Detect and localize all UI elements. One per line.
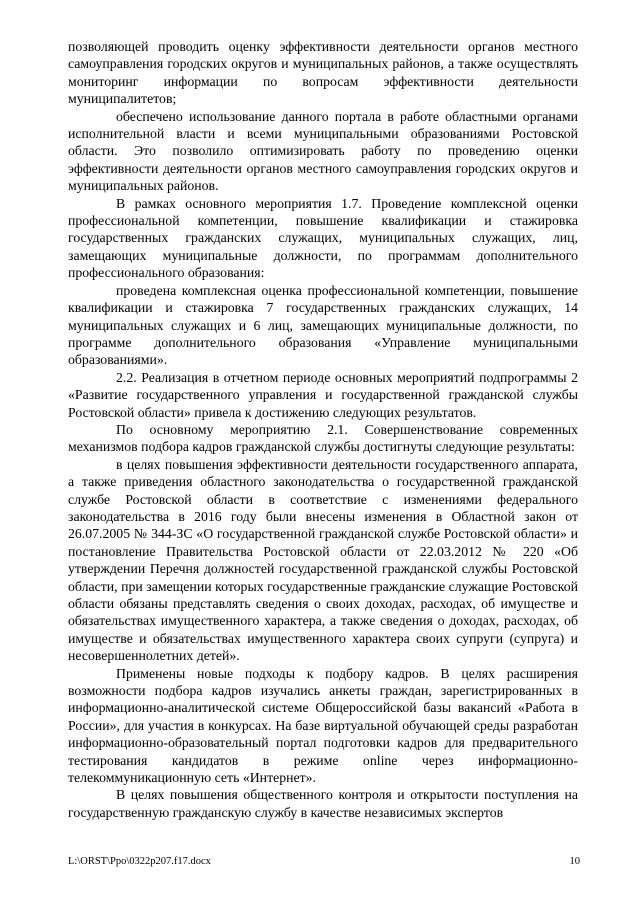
paragraph-section-2-2: 2.2. Реализация в отчетном периоде основных мероприятий подпрограммы 2 «Развитие государственного управления и государственной гражданской службы Ростовской области» привела к достижению следующих результатов.	[68, 369, 578, 420]
paragraph-new-approaches: Применены новые подходы к подбору кадров. В целях расширения возможности подбора кадров изучались анкеты граждан, зарегистрированных в информационно-аналитической системе Общероссийской базы вакансий «Работа в России», для участия в конкурсах. На базе виртуальной обучающей среды разработан информационно-образовательный портал подготовки кадров для предварительного тестирования кандидатов в режиме online через информационно-телекоммуникационную сеть «Интернет».	[68, 665, 578, 786]
page-number: 10	[569, 856, 580, 867]
paragraph-measure-2-1: По основному мероприятию 2.1. Совершенствование современных механизмов подбора кадров гражданской службы достигнуты следующие результаты:	[68, 421, 578, 455]
paragraph-portal-continuation: позволяющей проводить оценку эффективности деятельности органов местного самоуправления городских округов и муниципальных районов, а также осуществлять мониторинг информации по вопросам эффективности деятельности муниципалитетов;	[68, 39, 578, 107]
paragraph-measure-1-7: В рамках основного мероприятия 1.7. Проведение комплексной оценки профессиональной компетенции, повышение квалификации и стажировка государственных гражданских служащих, муниципальных служащих, лиц, замещающих муниципальные должности, по программам дополнительного профессионального образования:	[68, 195, 578, 281]
footer-file-path: L:\ORST\Ppo\0322p207.f17.docx	[68, 856, 211, 867]
paragraph-portal-usage: обеспечено использование данного портала в работе областными органами исполнительной власти и всеми муниципальными образованиями Ростовской области. Это позволило оптимизировать работу по проведению оценки эффективности деятельности органов местного самоуправления городских округов и муниципальных районов.	[68, 108, 578, 194]
page-footer	[68, 856, 580, 867]
paragraph-legislation-changes: в целях повышения эффективности деятельности государственного аппарата, а также приведения областного законодательства о государственной гражданской службе Ростовской области в соответствие с изменениями федерального законодательства в 2016 году были внесены изменения в Областной закон от 26.07.2005 № 344-ЗС «О государственной гражданской службе Ростовской области» и постановление Правительства Ростовской области от 22.03.2012 № 220 «Об утверждении Перечня должностей государственной гражданской службы Ростовской области, при замещении которых государственные гражданские служащие Ростовской области обязаны представлять сведения о своих доходах, расходах, об имуществе и обязательствах имущественного характера, а также сведения о доходах, расходах, об имуществе и обязательствах имущественного характера своих супруги (супруга) и несовершеннолетних детей».	[68, 456, 578, 664]
paragraph-assessment-result: проведена комплексная оценка профессиональной компетенции, повышение квалификации и стажировка 7 государственных гражданских служащих, 14 муниципальных служащих и 6 лиц, замещающих муниципальные должности, по программе дополнительного образования «Управление муниципальными образованиями».	[68, 282, 578, 368]
paragraph-public-control: В целях повышения общественного контроля и открытости поступления на государственную гражданскую службу в качестве независимых экспертов	[68, 787, 578, 820]
document-page	[68, 38, 578, 821]
